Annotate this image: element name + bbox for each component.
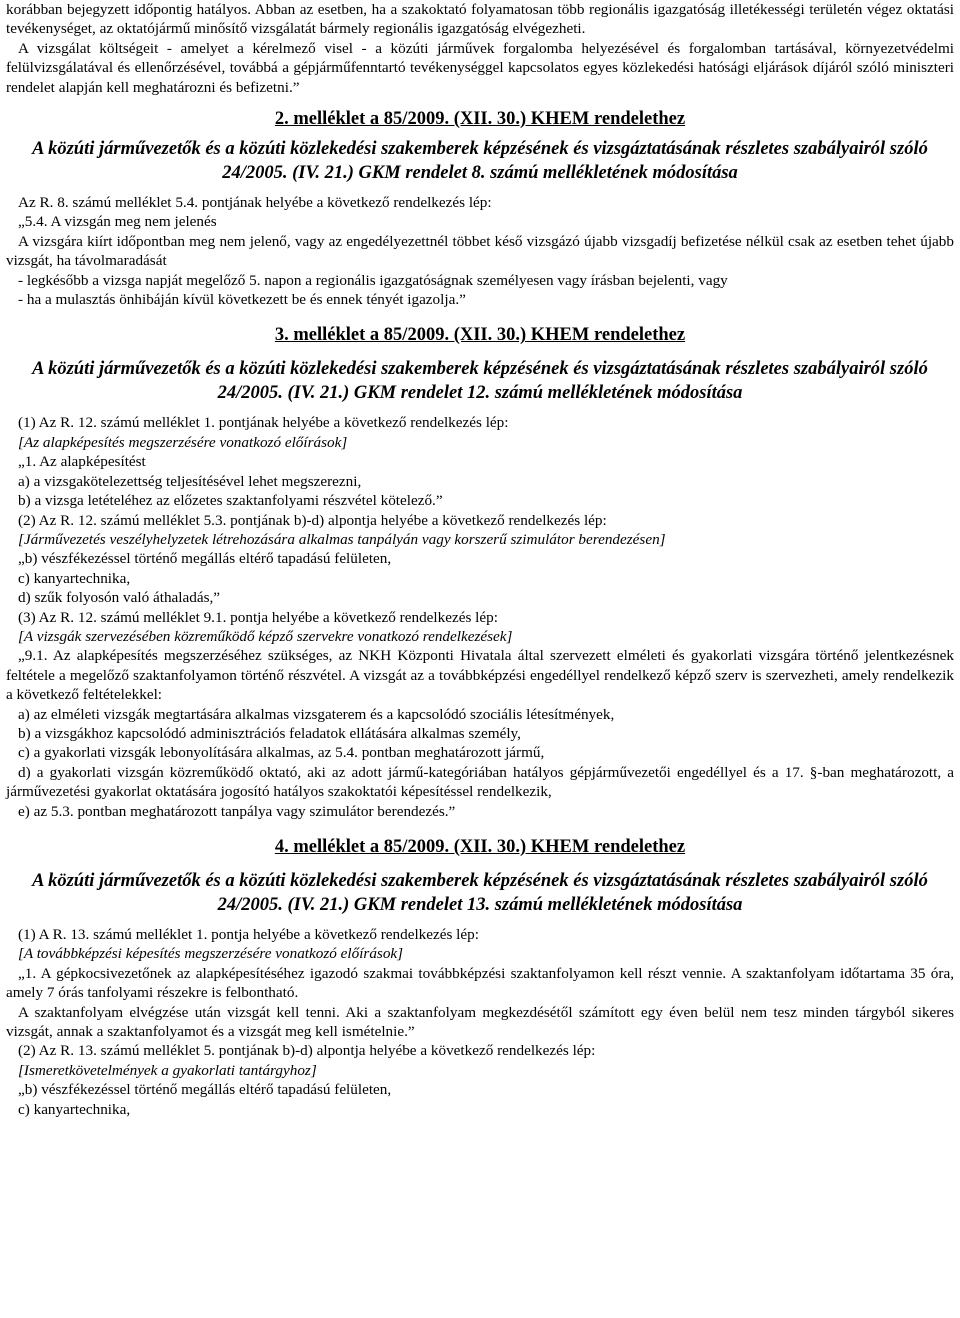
section-4-line-4: (2) Az R. 13. számú melléklet 5. pontjának b)-d) alpontja helyébe a következő rendelkezés lép: [18,1042,596,1060]
section-3-line-12: „9.1. Az alapképesítés megszerzéséhez szükséges, az NKH Központi Hivatala által szervezett elméleti és gyakorlati vizsgára történő jelentkezésnek feltétele a megelőző szaktanfolyamon történő részvétel. A vizsgát az a továbbképzési engedéllyel rendelkező képző szerv is szervezheti, amely rendelkezik a következő feltételekkel: [6,647,954,704]
section-3-line-11: [A vizsgák szervezésében közreműködő képző szervekre vonatkozó rendelkezések] [18,627,513,645]
section-4-line-3: A szaktanfolyam elvégzése után vizsgát kell tenni. Aki a szaktanfolyam megkezdésétől számított egy éven belül nem tesz minden tárgyból sikeres vizsgát, annak a szaktanfolyamot és a vizsgát meg kell ismételnie.” [6,1003,954,1041]
section-3-line-13: a) az elméleti vizsgák megtartására alkalmas vizsgaterem és a kapcsolódó szociális létesítmények, [18,705,615,723]
section-4-line-2: „1. A gépkocsivezetőnek az alapképesítéséhez igazodó szakmai továbbképzési szaktanfolyamon kell részt vennie. A szaktanfolyam időtartama 35 óra, amely 7 órás tanfolyami részekre is felbontható. [6,964,954,1002]
section-2-line-0: Az R. 8. számú melléklet 5.4. pontjának helyébe a következő rendelkezés lép: [18,194,492,212]
section-3-line-3: a) a vizsgakötelezettség teljesítésével lehet megszerezni, [18,472,362,490]
section-3-line-6: [Járművezetés veszélyhelyzetek létrehozására alkalmas tanpályán vagy korszerű szimulátor berendezésen] [18,530,666,548]
section-2-title: 2. melléklet a 85/2009. (XII. 30.) KHEM rendelethez [274,109,686,130]
section-3-line-8: c) kanyartechnika, [18,569,131,587]
section-4-subtitle: A közúti járművezetők és a közúti közlekedési szakemberek képzésének és vizsgáztatásának részletes szabályairól szóló 24/2005. (IV. 21.) GKM rendelet 13. számú mellékletének módosítása [32,871,928,915]
section-3-subtitle: A közúti járművezetők és a közúti közlekedési szakemberek képzésének és vizsgáztatásának részletes szabályairól szóló 24/2005. (IV. 21.) GKM rendelet 12. számú mellékletének módosítása [32,359,928,404]
section-4-line-6: „b) vészfékezéssel történő megállás eltérő tapadású felületen, [18,1081,392,1099]
section-4-line-7: c) kanyartechnika, [18,1100,131,1118]
section-3-line-4: b) a vizsga letételéhez az előzetes szaktanfolyami részvétel kötelező.” [18,492,443,510]
section-2-subtitle: A közúti járművezetők és a közúti közlekedési szakemberek képzésének és vizsgáztatásának részletes szabályairól szóló 24/2005. (IV. 21.) GKM rendelet 8. számú mellékletének módosítása [32,139,928,184]
section-3-line-9: d) szűk folyosón való áthaladás,” [18,589,221,607]
section-2-line-3: - legkésőbb a vizsga napját megelőző 5. napon a regionális igazgatóságnak személyesen vagy írásban bejelenti, vagy [18,271,728,289]
section-3-line-10: (3) Az R. 12. számú melléklet 9.1. pontja helyébe a következő rendelkezés lép: [18,608,498,626]
section-3-line-14: b) a vizsgákhoz kapcsolódó adminisztrációs feladatok ellátására alkalmas személy, [18,724,521,742]
section-4-title: 4. melléklet a 85/2009. (XII. 30.) KHEM rendelethez [274,837,686,857]
section-3-line-2: „1. Az alapképesítést [18,453,146,471]
section-3-line-1: [Az alapképesítés megszerzésére vonatkozó előírások] [18,433,348,451]
section-3-line-5: (2) Az R. 12. számú melléklet 5.3. pontjának b)-d) alpontja helyébe a következő rendelkezés lép: [18,511,607,529]
section-3-line-0: (1) Az R. 12. számú melléklet 1. pontjának helyébe a következő rendelkezés lép: [18,414,509,432]
section-3-line-15: c) a gyakorlati vizsgák lebonyolítására alkalmas, az 5.4. pontban meghatározott jármű, [18,744,545,762]
section-4-line-5: [Ismeretkövetelmények a gyakorlati tantárgyhoz] [18,1061,317,1079]
section-3-line-17: e) az 5.3. pontban meghatározott tanpálya vagy szimulátor berendezés.” [18,802,456,820]
section-4-line-0: (1) A R. 13. számú melléklet 1. pontja helyébe a következő rendelkezés lép: [18,926,479,943]
intro-paragraph-1: korábban bejegyzett időpontig hatályos. Abban az esetben, ha a szakoktató folyamatosan több regionális igazgatóság illetékességi területén végez oktatási tevékenységet, az oktatójármű minősítő vizsgálatát bármely regionális igazgatóság elvégezheti. [6,1,954,38]
section-2-line-1: „5.4. A vizsgán meg nem jelenés [18,213,217,231]
section-3-title: 3. melléklet a 85/2009. (XII. 30.) KHEM rendelethez [274,325,686,346]
section-4-line-1: [A továbbképzési képesítés megszerzésére vonatkozó előírások] [18,945,404,963]
section-2-line-2: A vizsgára kiírt időpontban meg nem jelenő, vagy az engedélyezettnél többet késő vizsgázó újabb vizsgadíj befizetése nélkül csak az esetben tehet újabb vizsgát, ha távolmaradását [6,232,954,270]
intro-paragraph-2: A vizsgálat költségeit - amelyet a kérelmező visel - a közúti járművek forgalomba helyezésével és forgalomban tartásával, környezetvédelmi felülvizsgálatával és ellenőrzésével, továbbá a gépjárműfenntartó tevékenységgel kapcsolatos egyes közlekedési hatósági eljárások díjáról szóló miniszteri rendelet alapján kell meghatározni és befizetni.” [6,39,954,96]
section-3-line-16: d) a gyakorlati vizsgán közreműködő oktató, aki az adott jármű-kategóriában hatályos gépjárművezetői engedéllyel és a 17. §-ban meghatározott, a járművezetési gyakorlat oktatására jogosító hatályos szakoktatói képesítéssel rendelkezik, [6,763,954,801]
section-2-line-4: - ha a mulasztás önhibáján kívül következett be és ennek tényét igazolja.” [18,291,466,309]
section-3-line-7: „b) vészfékezéssel történő megállás eltérő tapadású felületen, [18,550,392,568]
